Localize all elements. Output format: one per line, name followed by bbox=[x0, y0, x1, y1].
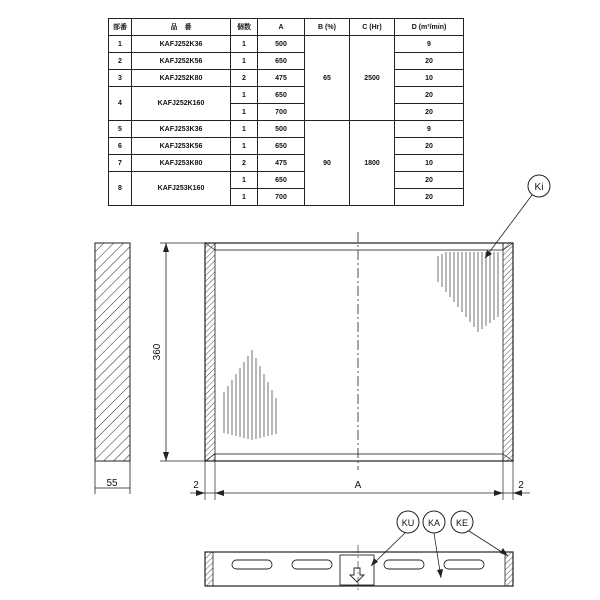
a-cell: 700 bbox=[258, 104, 305, 121]
a-cell: 650 bbox=[258, 138, 305, 155]
model-cell: KAFJ253K36 bbox=[132, 121, 231, 138]
dim-depth: 55 bbox=[106, 478, 118, 489]
quantity-cell: 1 bbox=[231, 104, 258, 121]
side-view bbox=[95, 243, 130, 494]
d-cell: 10 bbox=[395, 155, 464, 172]
d-cell: 20 bbox=[395, 138, 464, 155]
callout-ki-label: Ki bbox=[534, 182, 544, 193]
c-cell: 1800 bbox=[350, 121, 395, 206]
quantity-cell: 1 bbox=[231, 121, 258, 138]
a-cell: 650 bbox=[258, 53, 305, 70]
model-cell: KAFJ252K160 bbox=[132, 87, 231, 121]
part-number-cell: 6 bbox=[109, 138, 132, 155]
callouts-bottom bbox=[371, 511, 508, 578]
a-cell: 650 bbox=[258, 172, 305, 189]
quantity-cell: 1 bbox=[231, 189, 258, 206]
model-cell: KAFJ253K56 bbox=[132, 138, 231, 155]
part-number-cell: 4 bbox=[109, 87, 132, 121]
callout-ke-label: KE bbox=[455, 518, 469, 528]
table-header-cell: 個数 bbox=[231, 19, 258, 36]
model-cell: KAFJ253K80 bbox=[132, 155, 231, 172]
part-number-cell: 2 bbox=[109, 53, 132, 70]
c-cell: 2500 bbox=[350, 36, 395, 121]
quantity-cell: 1 bbox=[231, 53, 258, 70]
width-dimension bbox=[190, 461, 530, 500]
table-header-cell: 部番 bbox=[109, 19, 132, 36]
table-header-cell: 品 番 bbox=[132, 19, 231, 36]
height-dimension bbox=[152, 243, 205, 461]
a-cell: 650 bbox=[258, 87, 305, 104]
quantity-cell: 2 bbox=[231, 70, 258, 87]
callout-ki bbox=[485, 175, 550, 258]
quantity-cell: 1 bbox=[231, 138, 258, 155]
dim-frame-right: 2 bbox=[518, 480, 524, 491]
model-cell: KAFJ252K80 bbox=[132, 70, 231, 87]
a-cell: 475 bbox=[258, 70, 305, 87]
callout-ka-label: KA bbox=[427, 518, 441, 528]
part-number-cell: 5 bbox=[109, 121, 132, 138]
a-cell: 475 bbox=[258, 155, 305, 172]
model-cell: KAFJ253K160 bbox=[132, 172, 231, 206]
d-cell: 20 bbox=[395, 189, 464, 206]
quantity-cell: 1 bbox=[231, 87, 258, 104]
table-header-cell: B (%) bbox=[305, 19, 350, 36]
callout-ku-label: KU bbox=[401, 518, 415, 528]
quantity-cell: 2 bbox=[231, 155, 258, 172]
d-cell: 20 bbox=[395, 87, 464, 104]
dim-width: A bbox=[354, 480, 362, 491]
part-number-cell: 7 bbox=[109, 155, 132, 172]
bottom-view bbox=[205, 545, 513, 592]
b-cell: 65 bbox=[305, 36, 350, 121]
d-cell: 20 bbox=[395, 53, 464, 70]
part-number-cell: 3 bbox=[109, 70, 132, 87]
quantity-cell: 1 bbox=[231, 172, 258, 189]
d-cell: 9 bbox=[395, 36, 464, 53]
d-cell: 10 bbox=[395, 70, 464, 87]
front-view bbox=[205, 232, 513, 470]
d-cell: 20 bbox=[395, 172, 464, 189]
model-cell: KAFJ252K56 bbox=[132, 53, 231, 70]
model-cell: KAFJ252K36 bbox=[132, 36, 231, 53]
a-cell: 700 bbox=[258, 189, 305, 206]
d-cell: 9 bbox=[395, 121, 464, 138]
b-cell: 90 bbox=[305, 121, 350, 206]
d-cell: 20 bbox=[395, 104, 464, 121]
table-header-cell: A bbox=[258, 19, 305, 36]
part-number-cell: 1 bbox=[109, 36, 132, 53]
table-header-cell: C (Hr) bbox=[350, 19, 395, 36]
dim-frame-left: 2 bbox=[193, 480, 199, 491]
part-number-cell: 8 bbox=[109, 172, 132, 206]
dim-height: 360 bbox=[152, 343, 163, 361]
a-cell: 500 bbox=[258, 36, 305, 53]
table-header-cell: D (m³/min) bbox=[395, 19, 464, 36]
quantity-cell: 1 bbox=[231, 36, 258, 53]
a-cell: 500 bbox=[258, 121, 305, 138]
